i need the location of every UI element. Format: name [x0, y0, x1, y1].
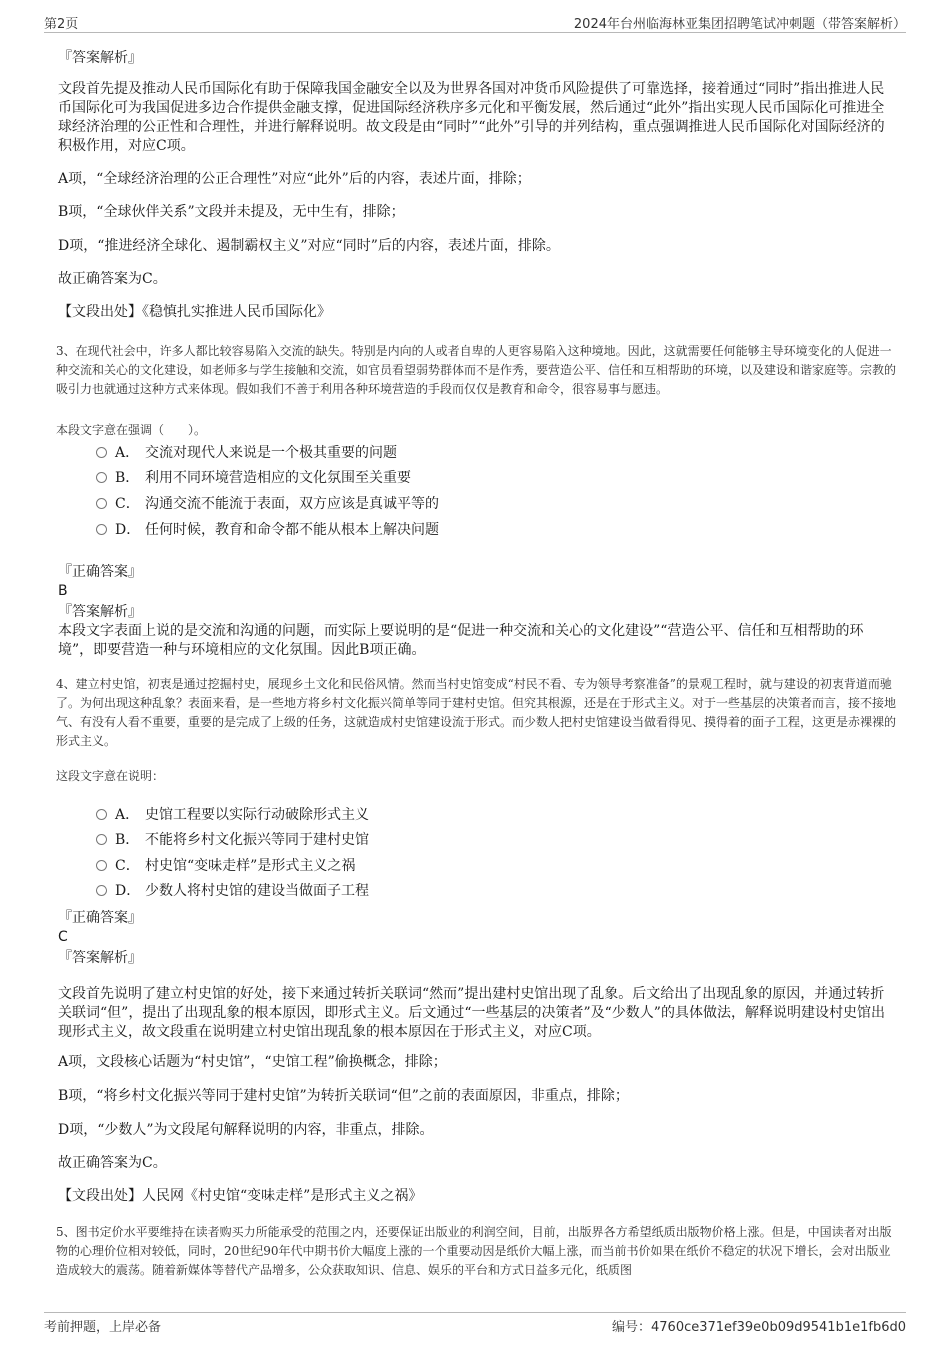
q4-option-c[interactable]: C． 村史馆“变味走样”是形式主义之祸: [96, 856, 890, 876]
page-header: [44, 10, 906, 33]
q2-conclusion: 故正确答案为C。: [58, 271, 167, 287]
q4-option-a[interactable]: A． 史馆工程要以实际行动破除形式主义: [96, 805, 890, 825]
q3-option-b[interactable]: B． 利用不同环境营造相应的文化氛围至关重要: [96, 468, 890, 488]
q4-conclusion: 故正确答案为C。: [58, 1155, 167, 1171]
q4-note-d: D项，“少数人”为文段尾句解释说明的内容，非重点，排除。: [58, 1122, 434, 1138]
q2-analysis-text: 文段首先提及推动人民币国际化有助于保障我国金融安全以及为世界各国对冲货币风险提供了可靠选择，接着通过“同时”指出推进人民币国际化可为我国促进多边合作提供金融支撑，促进国际经济秩序多元化和平衡发展，然后通过“此外”指出实现人民币国际化可推进全球经济治理的公正性和合理性，并进行解释说明。故文段是由“同时”“此外”引导的并列结构，重点强调推进人民币国际化对国际经济的积极作用，对应C项。: [58, 81, 885, 154]
radio-button-icon[interactable]: [96, 834, 107, 845]
q3-option-d[interactable]: D． 任何时候，教育和命令都不能从根本上解决问题: [96, 520, 890, 540]
radio-button-icon[interactable]: [96, 885, 107, 896]
q5-stem: 5、图书定价水平要维持在读者购买力所能承受的范围之内，还要保证出版业的利润空间，目前，出版界各方希望纸质出版物价格上涨。但是，中国读者对出版物的心理价位相对较低，同时，20世纪90年代中期书价大幅度上涨的一个重要动因是纸价大幅上涨，而当前书价如果在纸价不稳定的状况下增长，会对出版业造成较大的震荡。随着新媒体等替代产品增多，公众获取知识、信息、娱乐的平台和方式日益多元化，纸质图: [56, 1225, 892, 1277]
page-number: 第2页: [44, 17, 79, 32]
q3-analysis-text: 本段文字表面上说的是交流和沟通的问题，而实际上要说明的是“促进一种交流和关心的文化建设”“营造公平、信任和互相帮助的环境”，即要营造一种与环境相应的文化氛围。因此B项正确。: [58, 623, 864, 658]
radio-button-icon[interactable]: [96, 498, 107, 509]
q4-analysis-label: 『答案解析』: [58, 950, 142, 966]
q3-answer-label: 『正确答案』: [58, 564, 142, 580]
q4-analysis-text: 文段首先说明了建立村史馆的好处，接下来通过转折关联词“然而”提出建村史馆出现了乱象。后文给出了出现乱象的原因，并通过转折关联词“但”，提出了出现乱象的根本原因，即形式主义。后文通过“一些基层的决策者”及“少数人”的具体做法，解释说明建设村史馆出现形式主义，故文段重在说明建立村史馆出现乱象的根本原因在于形式主义，对应C项。: [58, 986, 885, 1040]
q3-answer: B: [58, 583, 68, 599]
q4-source: 【文段出处】人民网《村史馆“变味走样”是形式主义之祸》: [58, 1188, 423, 1204]
q4-answer-label: 『正确答案』: [58, 910, 142, 926]
radio-button-icon[interactable]: [96, 809, 107, 820]
q3-option-c[interactable]: C． 沟通交流不能流于表面，双方应该是真诚平等的: [96, 494, 890, 514]
q2-source: 【文段出处】《稳慎扎实推进人民币国际化》: [58, 304, 331, 320]
q3-option-a[interactable]: A． 交流对现代人来说是一个极其重要的问题: [96, 443, 890, 463]
q2-note-a: A项，“全球经济治理的公正合理性”对应“此外”后的内容，表述片面，排除；: [58, 171, 531, 187]
q3-prompt: 本段文字意在强调（ ）。: [56, 423, 207, 437]
footer-motto: 考前押题，上岸必备: [44, 1320, 162, 1335]
radio-button-icon[interactable]: [96, 472, 107, 483]
document-title: 2024年台州临海林亚集团招聘笔试冲刺题（带答案解析）: [573, 17, 906, 32]
q4-answer: C: [58, 929, 68, 945]
q2-note-b: B项，“全球伙伴关系”文段并未提及，无中生有，排除；: [58, 204, 405, 220]
q4-note-a: A项，文段核心话题为“村史馆”，“史馆工程”偷换概念，排除；: [58, 1054, 447, 1070]
q2-note-d: D项，“推进经济全球化、遏制霸权主义”对应“同时”后的内容，表述片面，排除。: [58, 238, 560, 254]
q4-note-b: B项，“将乡村文化振兴等同于建村史馆”为转折关联词“但”之前的表面原因，非重点，排除；: [58, 1088, 629, 1104]
radio-button-icon[interactable]: [96, 860, 107, 871]
footer-code: 编号：4760ce371ef39e0b09d9541b1e1fb6d0: [612, 1320, 906, 1335]
radio-button-icon[interactable]: [96, 524, 107, 535]
q4-stem: 4、建立村史馆，初衷是通过挖掘村史，展现乡土文化和民俗风情。然而当村史馆变成“村民不看、专为领导考察准备”的景观工程时，就与建设的初衷背道而驰了。为何出现这种乱象？表面来看，是一些地方将乡村文化振兴简单等同于建村史馆。但究其根源，还是在于形式主义。对于一些基层的决策者而言，接不接地气、有没有人看不重要，重要的是完成了上级的任务，这就造成村史馆建设流于形式。而少数人把村史馆建设当做看得见、摸得着的面子工程，这更是赤裸裸的形式主义。: [56, 677, 897, 748]
q4-option-d[interactable]: D． 少数人将村史馆的建设当做面子工程: [96, 881, 890, 901]
q4-prompt: 这段文字意在说明：: [56, 769, 165, 783]
q4-option-b[interactable]: B． 不能将乡村文化振兴等同于建村史馆: [96, 830, 890, 850]
q3-stem: 3、在现代社会中，许多人都比较容易陷入交流的缺失。特别是内向的人或者自卑的人更容易陷入这种境地。因此，这就需要任何能够主导环境变化的人促进一种交流和关心的文化建设，如老师多与学生接触和交流，如官员看望弱势群体而不是作秀，要营造公平、信任和互相帮助的环境，以及建设和谐家庭等。宗教的吸引力也就通过这种方式来体现。假如我们不善于利用各种环境营造的手段而仅仅是教育和命令，很容易事与愿违。: [56, 344, 897, 396]
q2-analysis-label: 『答案解析』: [58, 50, 142, 66]
radio-button-icon[interactable]: [96, 447, 107, 458]
q3-analysis-label: 『答案解析』: [58, 604, 142, 620]
page-footer: [44, 1312, 906, 1335]
